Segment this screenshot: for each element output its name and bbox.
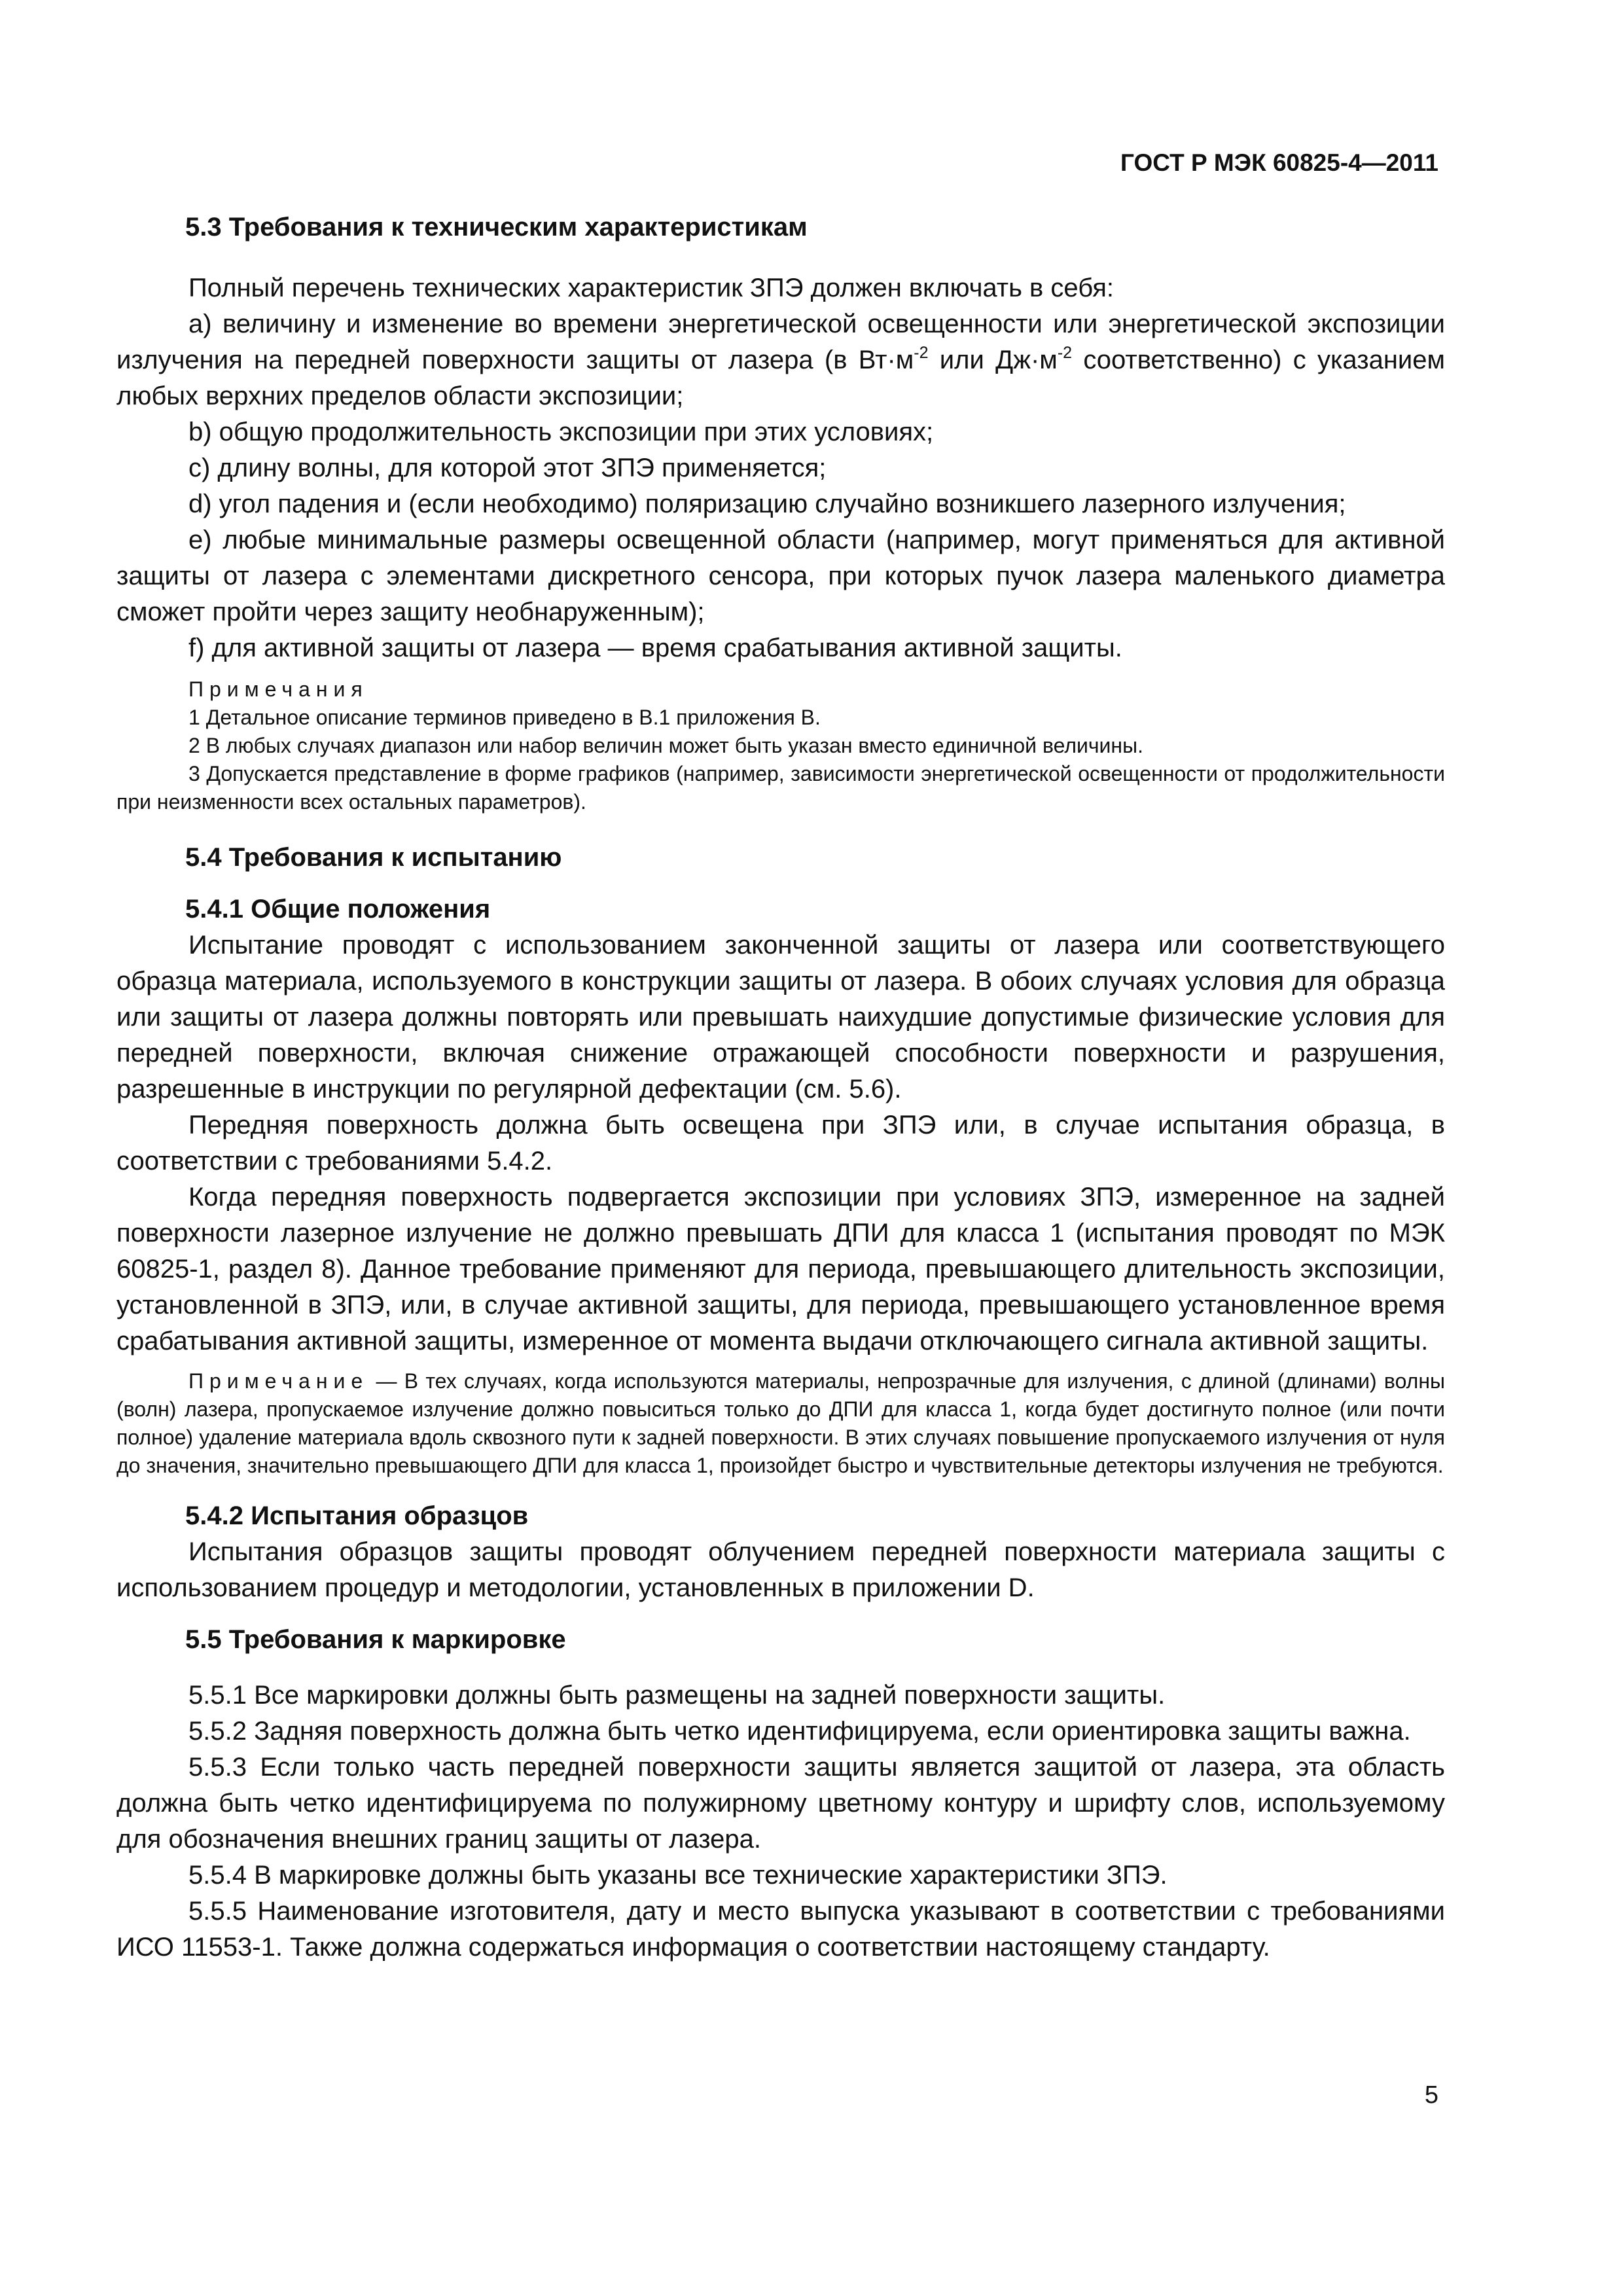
section-heading-5-5: 5.5 Требования к маркировке xyxy=(185,1625,566,1654)
section-heading-5-4: 5.4 Требования к испытанию xyxy=(185,843,562,872)
list-item-5-5-5: 5.5.5 Наименование изготовителя, дату и место выпуска указывают в соответствии с требованиями ИСО 11553-1. Также должна содержаться информация о соответствии настоящему стандарту. xyxy=(116,1897,1445,1962)
section-heading-5-3: 5.3 Требования к техническим характеристикам xyxy=(185,213,808,242)
document-body xyxy=(116,209,1445,1965)
note-text: — В тех случаях, когда используются материалы, непрозрачные для излучения, с длиной (длинами) волны (волн) лазера, пропускаемое излучение должно повыситься только до ДПИ для класса 1, когда будет достигнуто полное (или почти полное) удаление материала вдоль сквозного пути к задней поверхности. В этих случаях повышение пропускаемого излучения от нуля до значения, значительно превышающего ДПИ для класса 1, произойдет быстро и чувствительные детекторы излучения не требуются. xyxy=(116,1369,1445,1477)
note-2: 2 В любых случаях диапазон или набор величин может быть указан вместо единичной величины. xyxy=(188,734,1143,757)
list-item-a-text-3: соответственно) с указанием любых верхних пределов области экспозиции; xyxy=(116,346,1445,410)
list-item-a xyxy=(116,306,1445,414)
list-item-5-5-4: 5.5.4 В маркировке должны быть указаны все технические характеристики ЗПЭ. xyxy=(188,1861,1168,1890)
paragraph: Полный перечень технических характеристик ЗПЭ должен включать в себя: xyxy=(188,274,1115,302)
note xyxy=(116,1367,1445,1480)
list-item-e: е) любые минимальные размеры освещенной области (например, могут применяться для активной защиты от лазера с элементами дискретного сенсора, при которых пучок лазера маленького диаметра сможет пройти через защиту необнаруженным); xyxy=(116,526,1445,626)
note-1: 1 Детальное описание терминов приведено в В.1 приложения В. xyxy=(188,706,821,729)
section-heading-5-4-2: 5.4.2 Испытания образцов xyxy=(185,1501,529,1530)
superscript: -2 xyxy=(914,344,929,362)
paragraph: Передняя поверхность должна быть освещена при ЗПЭ или, в случае испытания образца, в соответствии с требованиями 5.4.2. xyxy=(116,1111,1445,1175)
paragraph: Испытание проводят с использованием законченной защиты от лазера или соответствующего образца материала, используемого в конструкции защиты от лазера. В обоих случаях условия для образца или защиты от лазера должны повторять или превышать наихудшие допустимые физические условия для передней поверхности, включая снижение отражающей способности поверхности и разрушения, разрешенные в инструкции по регулярной дефектации (см. 5.6). xyxy=(116,931,1445,1103)
list-item-f: f) для активной защиты от лазера — время срабатывания активной защиты. xyxy=(188,634,1122,662)
page-number: 5 xyxy=(1424,2081,1438,2109)
list-item-5-5-2: 5.5.2 Задняя поверхность должна быть четко идентифицируема, если ориентировка защиты важна. xyxy=(188,1717,1411,1746)
list-item-b: b) общую продолжительность экспозиции при этих условиях; xyxy=(188,418,934,446)
list-item-c: с) длину волны, для которой этот ЗПЭ применяется; xyxy=(188,454,827,482)
paragraph: Испытания образцов защиты проводят облучением передней поверхности материала защиты с использованием процедур и методологии, установленных в приложении D. xyxy=(116,1537,1445,1602)
superscript: -2 xyxy=(1057,344,1073,362)
note-3: 3 Допускается представление в форме графиков (например, зависимости энергетической освещенности от продолжительности при неизменности всех остальных параметров). xyxy=(116,762,1445,814)
list-item-5-5-1: 5.5.1 Все маркировки должны быть размещены на задней поверхности защиты. xyxy=(188,1681,1166,1710)
list-item-5-5-3: 5.5.3 Если только часть передней поверхности защиты является защитой от лазера, эта область должна быть четко идентифицируема по полужирному цветному контуру и шрифту слов, используемому для обозначения внешних границ защиты от лазера. xyxy=(116,1753,1445,1854)
paragraph: Когда передняя поверхность подвергается экспозиции при условиях ЗПЭ, измеренное на задней поверхности лазерное излучение не должно превышать ДПИ для класса 1 (испытания проводят по МЭК 60825-1, раздел 8). Данное требование применяют для периода, превышающего длительность экспозиции, установленной в ЗПЭ, или, в случае активной защиты, для периода, превышающего установленное время срабатывания активной защиты, измеренное от момента выдачи отключающего сигнала активной защиты. xyxy=(116,1183,1445,1355)
list-item-a-text-2: или Дж·м xyxy=(928,346,1058,374)
notes-block xyxy=(116,675,1445,816)
note-label: Примечание xyxy=(188,1369,369,1393)
section-heading-5-4-1: 5.4.1 Общие положения xyxy=(185,895,491,924)
notes-heading: Примечания xyxy=(188,677,368,701)
document-header: ГОСТ Р МЭК 60825-4—2011 xyxy=(1120,149,1438,176)
list-item-d: d) угол падения и (если необходимо) поляризацию случайно возникшего лазерного излучения; xyxy=(188,490,1346,518)
list-item-a-text-1: а) величину и изменение во времени энергетической освещенности или энергетической экспозиции излучения на передней поверхности защиты от лазера (в Вт·м xyxy=(116,310,1445,374)
